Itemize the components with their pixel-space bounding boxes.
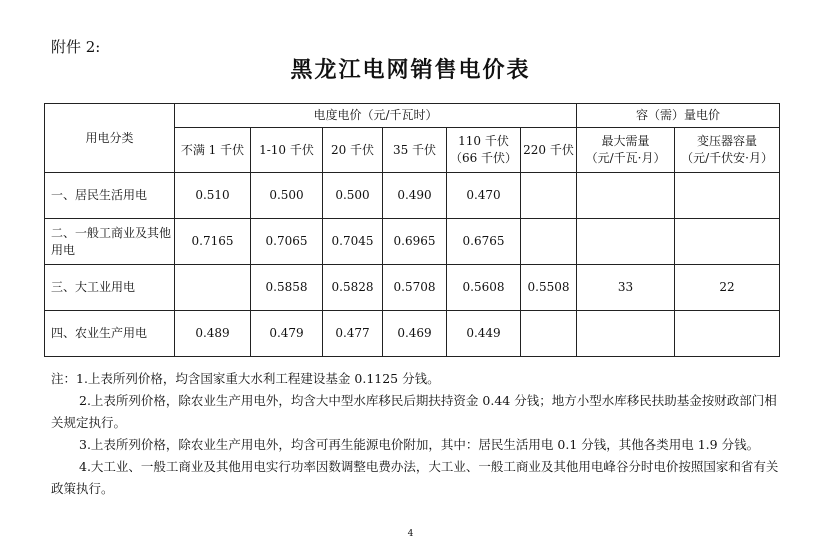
- table-row: [45, 311, 780, 357]
- header-transformer-line2: （元/千伏安·月）: [681, 151, 773, 165]
- note-1: 注：1.上表所列价格，均含国家重大水利工程建设基金 0.1125 分钱。: [51, 371, 440, 386]
- header-capacity-price: 容（需）量电价: [577, 104, 780, 128]
- max-demand-cell: [577, 173, 675, 219]
- header-110-line2: （66 千伏）: [449, 151, 518, 165]
- notes-section: [51, 368, 779, 500]
- max-demand-cell: [577, 219, 675, 265]
- price-cell: [175, 265, 251, 311]
- price-cell: 0.449: [447, 311, 521, 357]
- max-demand-cell: 33: [577, 265, 675, 311]
- header-voltage: 20 千伏: [323, 128, 383, 173]
- price-cell: 0.6965: [383, 219, 447, 265]
- table-row: [45, 173, 780, 219]
- price-cell: 0.477: [323, 311, 383, 357]
- price-cell: [521, 311, 577, 357]
- header-row-1: [45, 104, 780, 128]
- header-transformer-capacity: [675, 128, 780, 173]
- price-cell: 0.489: [175, 311, 251, 357]
- price-cell: 0.500: [251, 173, 323, 219]
- price-cell: 0.500: [323, 173, 383, 219]
- price-cell: 0.5858: [251, 265, 323, 311]
- price-cell: 0.6765: [447, 219, 521, 265]
- header-transformer-line1: 变压器容量: [697, 134, 758, 148]
- table-row: [45, 219, 780, 265]
- price-cell: [521, 219, 577, 265]
- price-cell: 0.7165: [175, 219, 251, 265]
- price-cell: 0.5828: [323, 265, 383, 311]
- row-category: 二、一般工商业及其他用电: [45, 219, 175, 265]
- header-voltage: 35 千伏: [383, 128, 447, 173]
- page-title: 黑龙江电网销售电价表: [290, 58, 531, 83]
- header-max-demand-line2: （元/千瓦·月）: [585, 151, 666, 165]
- header-max-demand-line1: 最大需量: [601, 134, 650, 148]
- note-2: 2.上表所列价格，除农业生产用电外，均含大中型水库移民后期扶持资金 0.44 分钱；地方小型水库移民扶助基金按财政部门相关规定执行。: [51, 393, 777, 430]
- price-cell: 0.469: [383, 311, 447, 357]
- header-voltage-220: 220 千伏: [521, 128, 577, 173]
- header-voltage: 不满 1 千伏: [175, 128, 251, 173]
- price-cell: 0.7065: [251, 219, 323, 265]
- header-max-demand: [577, 128, 675, 173]
- header-voltage-110: [447, 128, 521, 173]
- page-number: 4: [407, 529, 414, 539]
- note-4: 4.大工业、一般工商业及其他用电实行功率因数调整电费办法，大工业、一般工商业及其他用电峰谷分时电价按照国家和省有关政策执行。: [51, 459, 779, 496]
- header-energy-price: 电度电价（元/千瓦时）: [175, 104, 577, 128]
- header-110-line1: 110 千伏: [458, 134, 509, 148]
- transformer-cell: [675, 173, 780, 219]
- row-category: 四、农业生产用电: [45, 311, 175, 357]
- max-demand-cell: [577, 311, 675, 357]
- row-category: 一、居民生活用电: [45, 173, 175, 219]
- price-cell: 0.5508: [521, 265, 577, 311]
- price-cell: 0.5608: [447, 265, 521, 311]
- price-cell: 0.5708: [383, 265, 447, 311]
- note-3: 3.上表所列价格，除农业生产用电外，均含可再生能源电价附加，其中：居民生活用电 0.1 分钱，其他各类用电 1.9 分钱。: [79, 437, 760, 452]
- price-cell: 0.470: [447, 173, 521, 219]
- price-cell: 0.7045: [323, 219, 383, 265]
- price-cell: [521, 173, 577, 219]
- transformer-cell: 22: [675, 265, 780, 311]
- price-cell: 0.479: [251, 311, 323, 357]
- price-cell: 0.510: [175, 173, 251, 219]
- row-category: 三、大工业用电: [45, 265, 175, 311]
- transformer-cell: [675, 311, 780, 357]
- price-cell: 0.490: [383, 173, 447, 219]
- header-category: 用电分类: [45, 104, 175, 173]
- header-voltage: 1-10 千伏: [251, 128, 323, 173]
- electricity-price-table: [44, 103, 780, 357]
- attachment-label: 附件 2:: [51, 38, 101, 56]
- transformer-cell: [675, 219, 780, 265]
- table-row: [45, 265, 780, 311]
